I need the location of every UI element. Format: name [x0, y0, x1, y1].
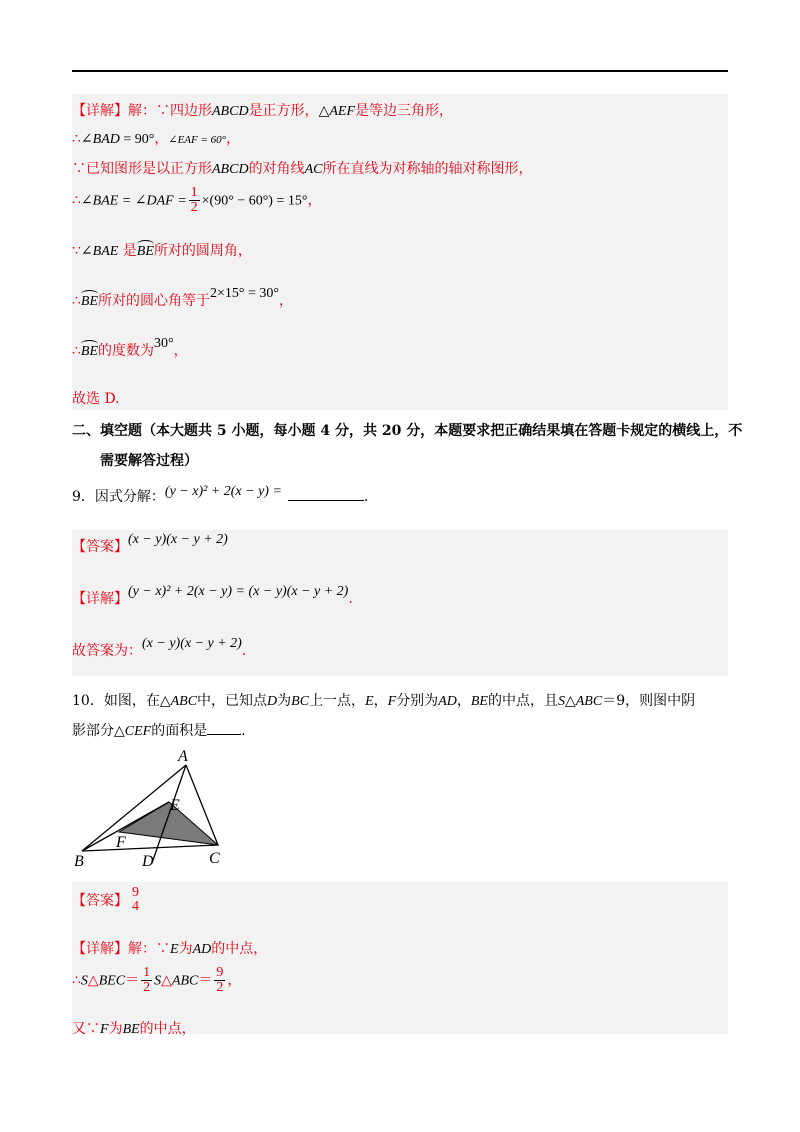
fraction-half: $\frac{1}{2}$ [143, 965, 151, 995]
answer-blank [288, 500, 364, 501]
section-heading-cont: 需要解答过程） [100, 453, 198, 469]
answer-box-q10 [72, 882, 728, 1034]
sol8-line3: ∵已知图形是以正方形ABCD的对角线AC所在直线为对称轴的轴对称图形， [72, 161, 533, 177]
sol8-line7: ∴BE的度数为30°， [72, 336, 188, 359]
triangle-figure [72, 745, 242, 870]
fraction-half: $\frac{1}{2}$ [190, 185, 198, 215]
question-10-line2: 影部分△CEF的面积是 . [72, 723, 246, 739]
label-e: E [170, 797, 180, 814]
label-c: C [209, 850, 220, 867]
ans10-answer [72, 886, 143, 914]
ans10-line3: 又∵F为BE的中点， [72, 1021, 196, 1037]
fraction-nine-fourths: 9 4 [132, 885, 139, 914]
answer-tag: 【答案】 [72, 539, 128, 555]
detail-tag: 【详解】 [72, 103, 128, 119]
section-heading: 二、填空题（本大题共 5 小题，每小题 4 分，共 20 分，本题要求把正确结果填在答题卡规定的横线上，不 [72, 423, 743, 439]
question-9: 9．因式分解：(y − x)² + 2(x − y) = . [72, 484, 369, 505]
fraction-nine-halves: $\frac{9}{2}$ [216, 965, 224, 995]
detail-tag: 【详解】 [72, 941, 128, 957]
ans10-line2: ∴S△BEC＝ $\frac{1}{2}$ S△ABC＝ $\frac{9}{2}$ ， [72, 965, 242, 995]
label-f: F [116, 834, 126, 851]
detail-tag: 【详解】 [72, 591, 128, 607]
answer-blank [207, 734, 241, 735]
sol8-line4: ∴∠BAE = ∠DAF = $\frac{1}{2}$ ×(90° − 60°) = 15°， [72, 185, 322, 215]
side-bc [82, 845, 218, 851]
ans9-so: 故答案为：(x − y)(x − y + 2). [72, 636, 247, 659]
arc-be: BE [137, 240, 154, 260]
question-10-line1: 10．如图，在△ABC中，已知点D为BC上一点，E，F分别为AD，BE的中点，且S△ABC＝9，则图中阴 [72, 693, 696, 709]
label-d: D [142, 853, 154, 870]
ans9-detail: 【详解】(y − x)² + 2(x − y) = (x − y)(x − y + 2). [72, 584, 353, 607]
sol8-line5: ∵∠BAE 是BE所对的圆周角， [72, 240, 252, 260]
sol8-line1: 【详解】解：∵四边形ABCD是正方形，△AEF是等边三角形， [72, 103, 453, 119]
label-b: B [74, 853, 84, 870]
arc-be: BE [81, 340, 98, 360]
ans9-answer: 【答案】(x − y)(x − y + 2) [72, 532, 228, 555]
sol8-line2: ∴∠BAD = 90°，∠EAF = 60°， [72, 131, 241, 147]
arc-be: BE [81, 290, 98, 310]
label-a: A [178, 748, 188, 765]
answer-tag: 【答案】 [72, 893, 128, 909]
sol8-line8: 故选 D. [72, 391, 120, 407]
header-rule [72, 70, 728, 72]
ans10-line1: 【详解】解：∵E为AD的中点， [72, 941, 268, 957]
sol8-line6: ∴BE所对的圆心角等于2×15° = 30°， [72, 286, 294, 309]
